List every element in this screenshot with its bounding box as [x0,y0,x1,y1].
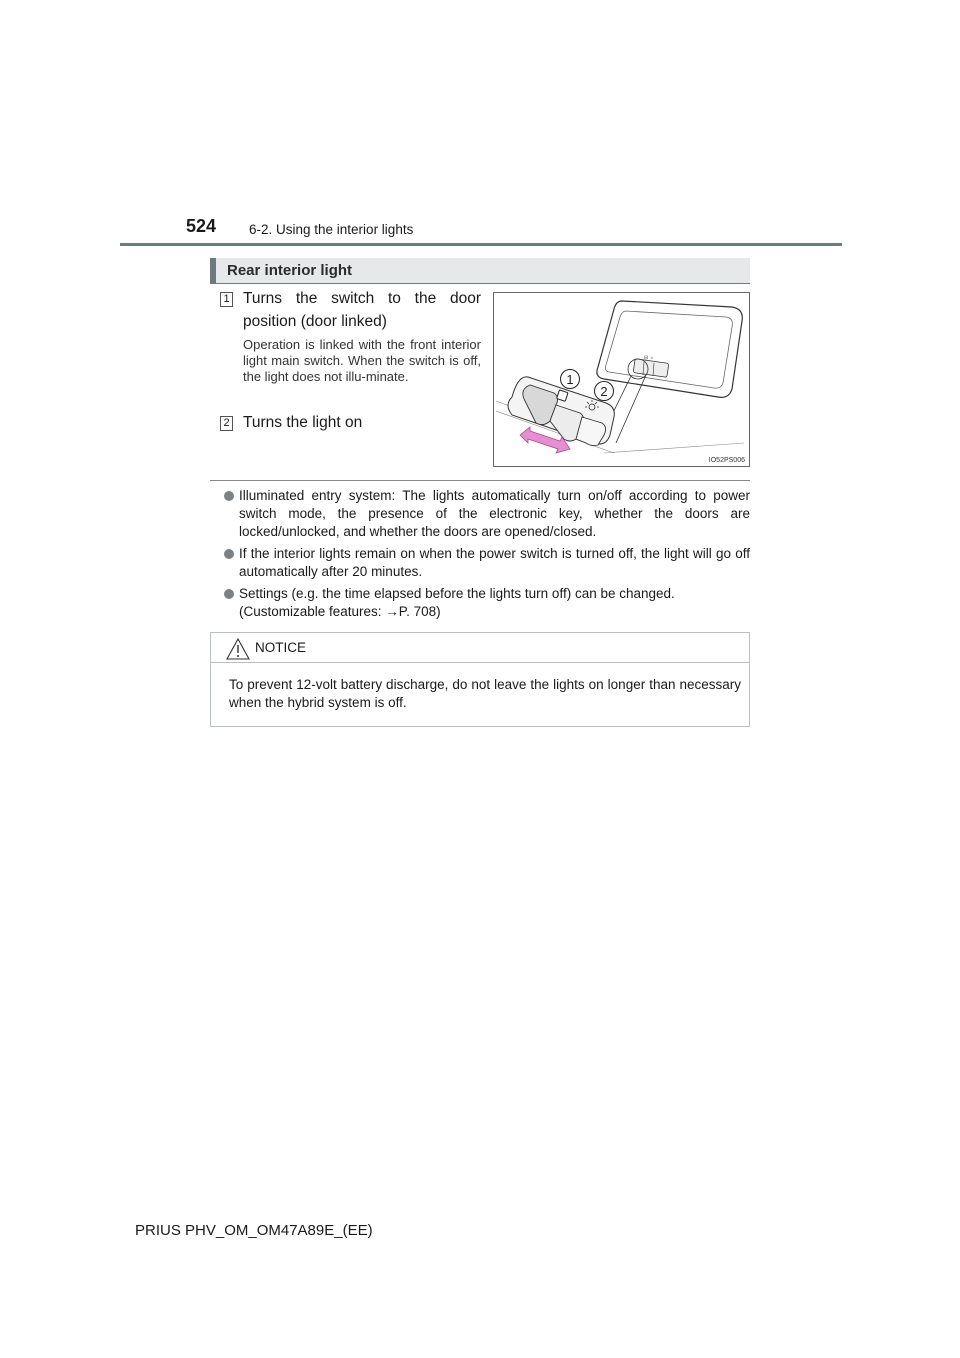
bullet-text: If the interior lights remain on when the power switch is turned off, the light will go off automatically after 20 minutes. [239,546,750,579]
warning-triangle-icon [226,638,250,660]
section-title-bar [210,258,750,284]
notice-text: To prevent 12-volt battery discharge, do not leave the lights on longer than necessary when the hybrid system is off. [229,677,741,710]
notice-label: NOTICE [255,640,307,655]
svg-text:2: 2 [600,384,608,399]
bullet-dot [224,589,234,599]
notice-header [211,633,749,663]
bullet-text: Settings (e.g. the time elapsed before the lights turn off) can be changed. (Customizable features: →P. 708) [239,586,675,619]
section-heading: 6-2. Using the interior lights [249,222,414,237]
bullet-item [224,545,750,581]
item-1-number-box: 1 [220,292,233,307]
footer-document-code: PRIUS PHV_OM_OM47A89E_(EE) [135,1222,373,1239]
rear-interior-light-illustration [493,292,750,467]
notice-box [210,632,750,727]
separator-rule [210,480,750,481]
item-1-description: Operation is linked with the front interior light main switch. When the switch is off, the light does not illu-minate. [243,337,481,384]
header-rule [120,243,842,246]
page-number: 524 [186,216,217,236]
bullet-dot [224,491,234,501]
bullet-text: Illuminated entry system: The lights automatically turn on/off according to power switch mode, the presence of the electronic key, whether the doors are locked/unlocked, and whether the doors are opened/closed. [239,488,750,539]
illustration-code: IO52PS006 [708,457,745,464]
svg-text:1: 1 [566,372,574,387]
bullet-item [224,487,750,541]
bullet-item [224,585,750,621]
section-title: Rear interior light [227,262,353,279]
svg-text:⊟ ☼: ⊟ ☼ [644,355,655,361]
bullet-dot [224,549,234,559]
item-2-title: Turns the light on [243,414,363,431]
item-2-number-box: 2 [220,416,233,431]
light-switch-drawing [494,293,749,466]
item-1-title: Turns the switch to the door position (door linked) [243,290,481,330]
